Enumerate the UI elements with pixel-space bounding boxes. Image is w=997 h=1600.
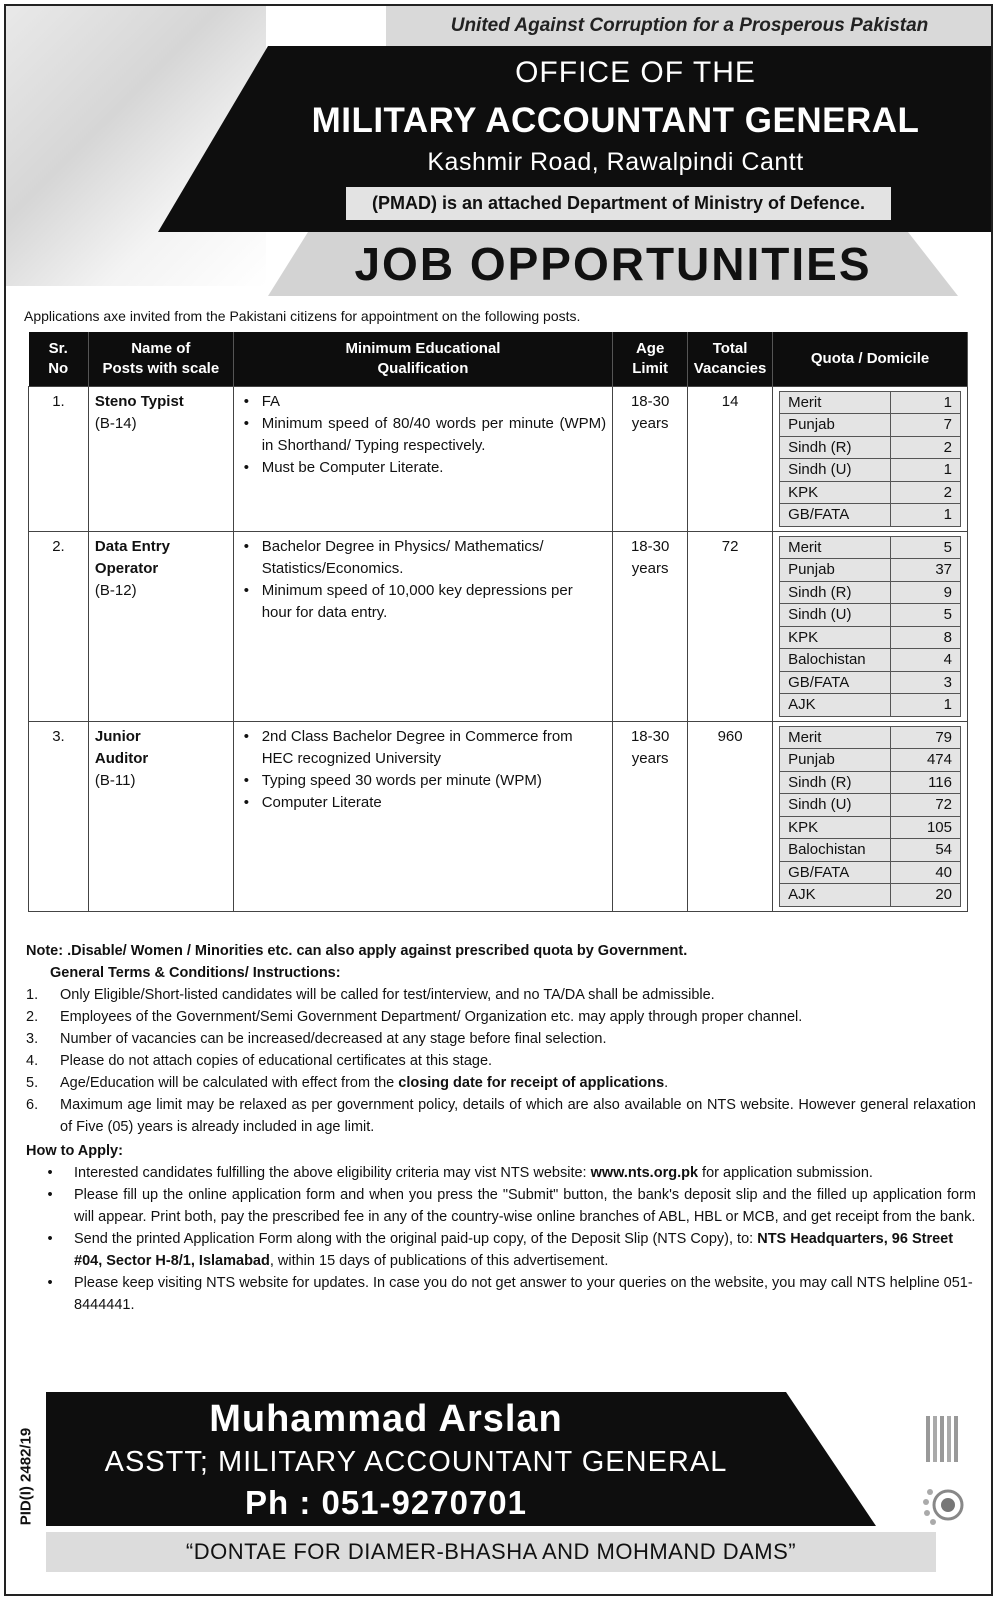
row-qualification: [233, 386, 612, 531]
list-item: • Please keep visiting NTS website for updates. In case you do not get answer to your queries on the website, you may call NTS helpline 051-8444441.: [47, 1275, 973, 1313]
how-to-apply-list: [26, 1162, 976, 1316]
quota-row: Sindh (R) 9: [780, 581, 961, 604]
header-sr: Sr. No: [29, 332, 89, 386]
row-post-name: Junior Auditor (B-11): [88, 721, 233, 911]
header-vacancies: Total Vacancies: [688, 332, 773, 386]
quota-row: KPK 2: [780, 481, 961, 504]
quota-row: Sindh (U) 72: [780, 794, 961, 817]
polio-programme-logo-icon: [918, 1410, 968, 1530]
list-item: 2. Employees of the Government/Semi Government Department/ Organization etc. may apply through proper channel.: [26, 1009, 803, 1025]
list-item: 1. Only Eligible/Short-listed candidates will be called for test/interview, and no TA/DA shall be admissible.: [26, 987, 715, 1003]
quota-row: Merit 79: [780, 726, 961, 749]
qualification-item: • Minimum speed of 10,000 key depressions per hour for data entry.: [240, 580, 606, 624]
row-age-limit: 18-30 years: [613, 721, 688, 911]
row-age-limit: 18-30 years: [613, 531, 688, 721]
row-vacancies: 960: [688, 721, 773, 911]
table-row: [29, 531, 968, 721]
notes-section: [26, 940, 976, 1316]
row-post-name: Steno Typist (B-14): [88, 386, 233, 531]
row-qualification: [233, 721, 612, 911]
quota-row: GB/FATA 1: [780, 504, 961, 527]
pid-number: PID(I) 2482/19: [6, 1396, 40, 1566]
quota-row: Punjab 7: [780, 414, 961, 437]
quota-row: Sindh (R) 2: [780, 436, 961, 459]
posts-table: [28, 332, 968, 912]
page-title: JOB OPPORTUNITIES: [354, 238, 872, 290]
row-qualification: [233, 531, 612, 721]
list-item: 3. Number of vacancies can be increased/decreased at any stage before final selection.: [26, 1031, 607, 1047]
signatory-phone: Ph : 051-9270701: [244, 1484, 527, 1521]
department-address: Kashmir Road, Rawalpindi Cantt: [427, 148, 804, 176]
list-item: 5. Age/Education will be calculated with effect from the closing date for receipt of applications.: [26, 1075, 669, 1091]
row-sr: 1.: [29, 386, 89, 531]
list-item: 4. Please do not attach copies of educational certificates at this stage.: [26, 1053, 493, 1069]
row-quota: [773, 721, 968, 911]
row-quota: [773, 386, 968, 531]
slogan: United Against Corruption for a Prosperous Pakistan: [386, 6, 993, 46]
quota-row: Sindh (U) 5: [780, 604, 961, 627]
list-item: • Please fill up the online application form and when you press the "Submit" button, the bank's deposit slip and the filled up application form will appear. Print both, pay the prescribed fee in any of the country-wise online branches of ABL, HBL or MCB, and get receipt from the bank.: [47, 1187, 976, 1225]
terms-title: General Terms & Conditions/ Instructions:: [50, 965, 341, 981]
row-sr: 3.: [29, 721, 89, 911]
row-vacancies: 72: [688, 531, 773, 721]
qualification-item: • Typing speed 30 words per minute (WPM): [240, 770, 606, 792]
row-quota: [773, 531, 968, 721]
dams-slogan: “DONTAE FOR DIAMER-BHASHA AND MOHMAND DAMS”: [46, 1532, 936, 1572]
table-header-row: [29, 332, 968, 386]
quota-row: Balochistan 54: [780, 839, 961, 862]
qualification-item: • FA: [240, 391, 606, 413]
quota-row: AJK 1: [780, 694, 961, 717]
quota-row: KPK 8: [780, 626, 961, 649]
header-age: Age Limit: [613, 332, 688, 386]
table-row: [29, 386, 968, 531]
row-age-limit: 18-30 years: [613, 386, 688, 531]
qualification-item: • Must be Computer Literate.: [240, 457, 606, 479]
quota-row: Merit 1: [780, 391, 961, 414]
qualification-item: • Computer Literate: [240, 792, 606, 814]
quota-row: Balochistan 4: [780, 649, 961, 672]
row-sr: 2.: [29, 531, 89, 721]
qualification-item: • Minimum speed of 80/40 words per minute (WPM) in Shorthand/ Typing respectively.: [240, 413, 606, 457]
header-quota: Quota / Domicile: [773, 332, 968, 386]
header-name: Name of Posts with scale: [88, 332, 233, 386]
list-item: 6. Maximum age limit may be relaxed as per government policy, details of which are also available on NTS website. However general relaxation of Five (05) years is already included in age limit.: [26, 1097, 976, 1135]
quota-row: Punjab 474: [780, 749, 961, 772]
list-item: • Interested candidates fulfilling the above eligibility criteria may vist NTS website: www.nts.org.pk for application submission.: [47, 1165, 873, 1181]
department-name: MILITARY ACCOUNTANT GENERAL: [311, 101, 920, 140]
quota-row: Punjab 37: [780, 559, 961, 582]
row-post-name: Data Entry Operator (B-12): [88, 531, 233, 721]
quota-note: Note: .Disable/ Women / Minorities etc. can also apply against prescribed quota by Government.: [26, 943, 688, 959]
table-row: [29, 721, 968, 911]
signatory-title: ASSTT; MILITARY ACCOUNTANT GENERAL: [104, 1446, 728, 1478]
quota-row: Sindh (R) 116: [780, 771, 961, 794]
quota-row: AJK 20: [780, 884, 961, 907]
quota-row: Merit 5: [780, 536, 961, 559]
qualification-item: • Bachelor Degree in Physics/ Mathematics/ Statistics/Economics.: [240, 536, 606, 580]
quota-row: KPK 105: [780, 816, 961, 839]
intro-text: Applications axe invited from the Pakistani citizens for appointment on the following posts.: [24, 308, 581, 324]
list-item: • Send the printed Application Form along with the original paid-up copy, of the Deposit Slip (NTS Copy), to: NTS Headquarters, 96 Street #04, Sector H-8/1, Islamabad, within 15 days of publications of this advertisement.: [47, 1231, 954, 1269]
pmad-note: (PMAD) is an attached Department of Ministry of Defence.: [346, 187, 891, 220]
header-qualification: Minimum Educational Qualification: [233, 332, 612, 386]
how-to-apply-title: How to Apply:: [26, 1143, 123, 1159]
quota-row: GB/FATA 3: [780, 671, 961, 694]
quota-row: GB/FATA 40: [780, 861, 961, 884]
row-vacancies: 14: [688, 386, 773, 531]
terms-list: [26, 984, 976, 1138]
office-of-the: OFFICE OF THE: [515, 56, 756, 89]
quota-row: Sindh (U) 1: [780, 459, 961, 482]
signatory-name: Muhammad Arslan: [209, 1398, 563, 1440]
nts-website-link[interactable]: www.nts.org.pk: [590, 1165, 699, 1181]
qualification-item: • 2nd Class Bachelor Degree in Commerce from HEC recognized University: [240, 726, 606, 770]
advertisement-page: [4, 4, 993, 1596]
